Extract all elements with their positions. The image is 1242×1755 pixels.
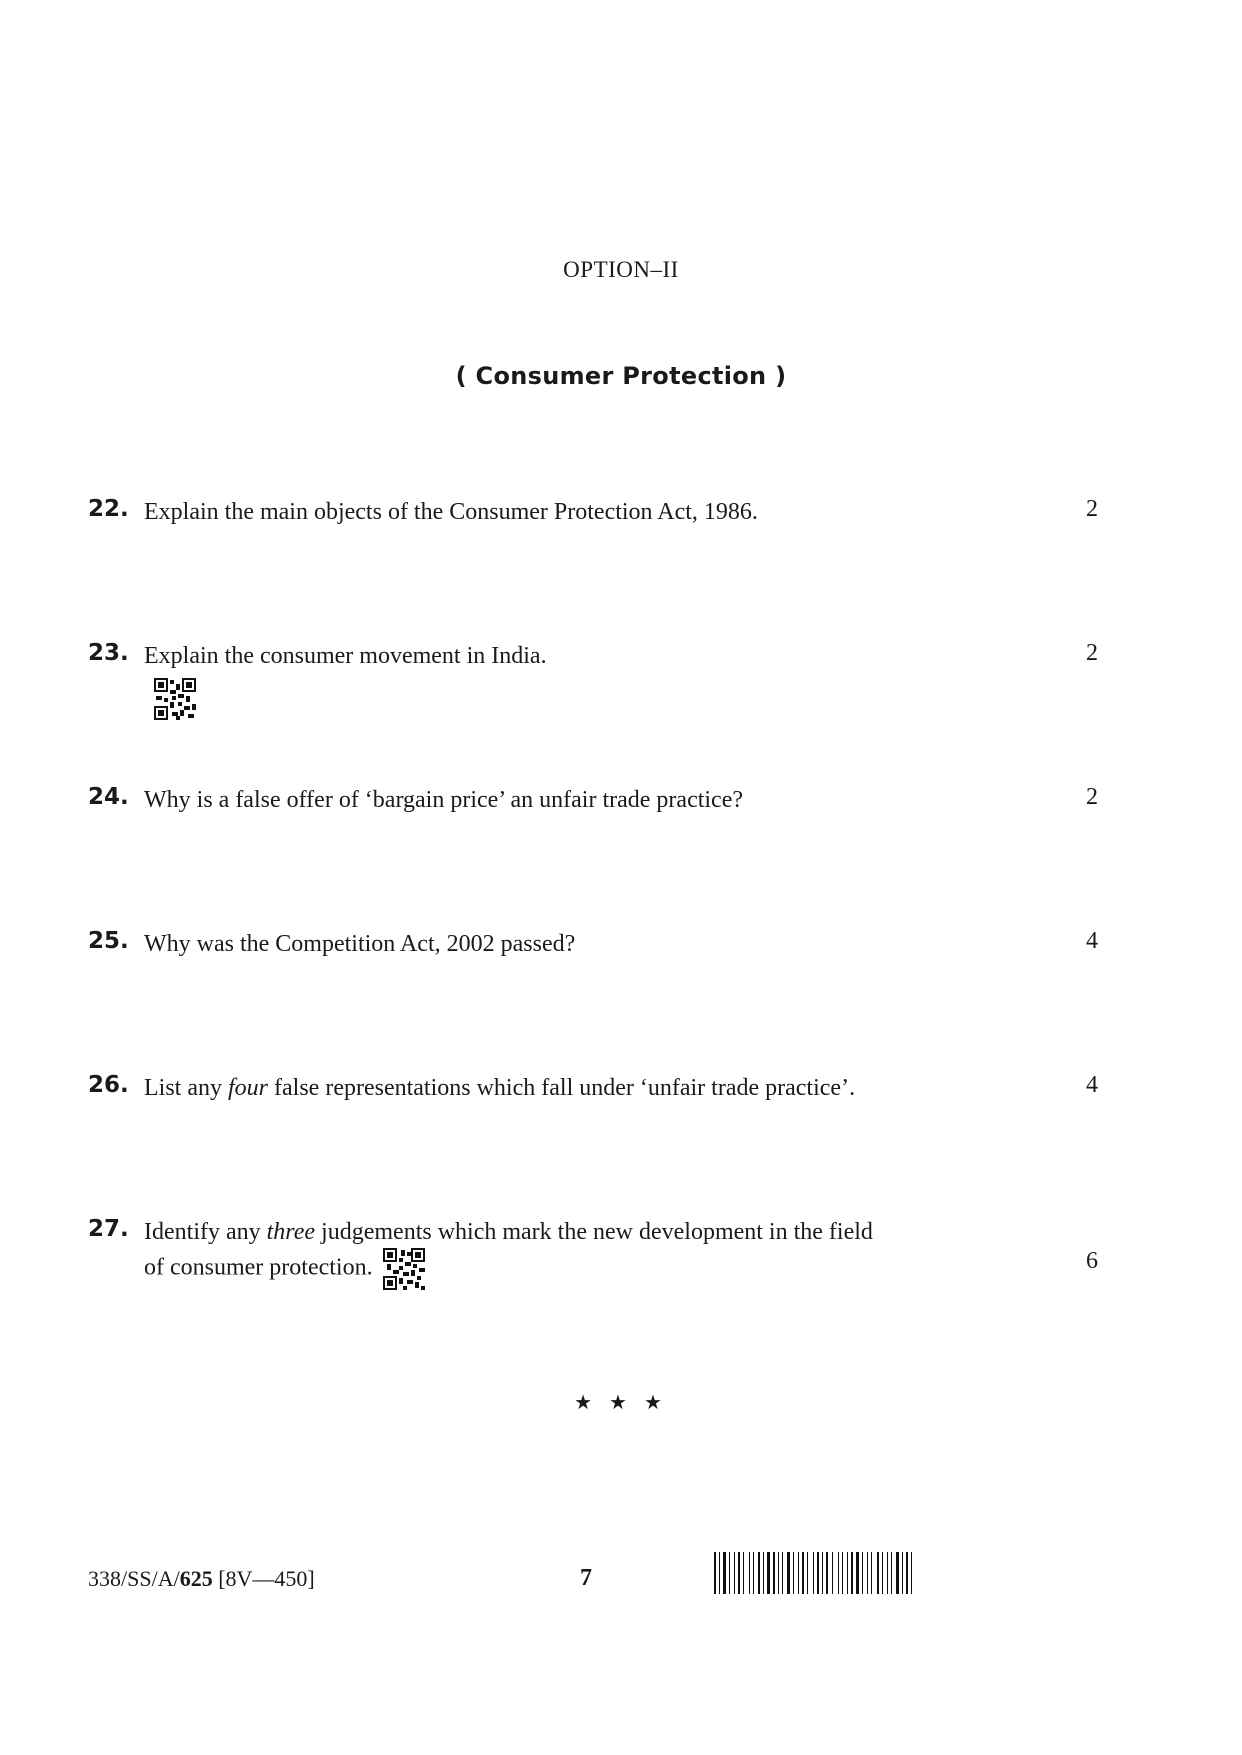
qr-code-icon[interactable] (154, 678, 196, 720)
page-number: 7 (580, 1565, 592, 1591)
question-text: List any four false representations which fall under ‘unfair trade practice’. (144, 1075, 856, 1101)
question-marks: 4 (1086, 928, 1098, 954)
paper-code: 338/SS/A/625 [8V—450] (88, 1566, 315, 1591)
question-number: 27. (88, 1216, 129, 1242)
question-marks: 2 (1086, 640, 1098, 666)
question-text: Why was the Competition Act, 2002 passed? (144, 931, 576, 957)
question-marks: 2 (1086, 496, 1098, 522)
question-text: Explain the main objects of the Consumer Protection Act, 1986. (144, 499, 758, 525)
barcode-icon (714, 1552, 986, 1594)
question-text: Identify any three judgements which mark the new development in the field of consumer protection. (144, 1216, 1044, 1290)
question-number: 22. (88, 496, 129, 522)
qr-code-icon[interactable] (383, 1248, 425, 1290)
question-number: 24. (88, 784, 129, 810)
question-marks: 2 (1086, 784, 1098, 810)
emphasis-word: three (266, 1219, 316, 1245)
question-number: 25. (88, 928, 129, 954)
section-title: ( Consumer Protection ) (455, 362, 787, 390)
question-number: 26. (88, 1072, 129, 1098)
question-marks: 4 (1086, 1072, 1098, 1098)
question-text-line2: of consumer protection. (144, 1254, 373, 1281)
question-text: Explain the consumer movement in India. (144, 643, 547, 669)
question-number: 23. (88, 640, 129, 666)
emphasis-word: four (228, 1075, 269, 1101)
end-stars: ★ ★ ★ (574, 1392, 668, 1414)
question-text: Why is a false offer of ‘bargain price’ an unfair trade practice? (144, 787, 744, 813)
option-heading: OPTION–II (563, 257, 679, 282)
question-hindi-line (144, 678, 1044, 720)
question-marks: 6 (1086, 1248, 1098, 1274)
